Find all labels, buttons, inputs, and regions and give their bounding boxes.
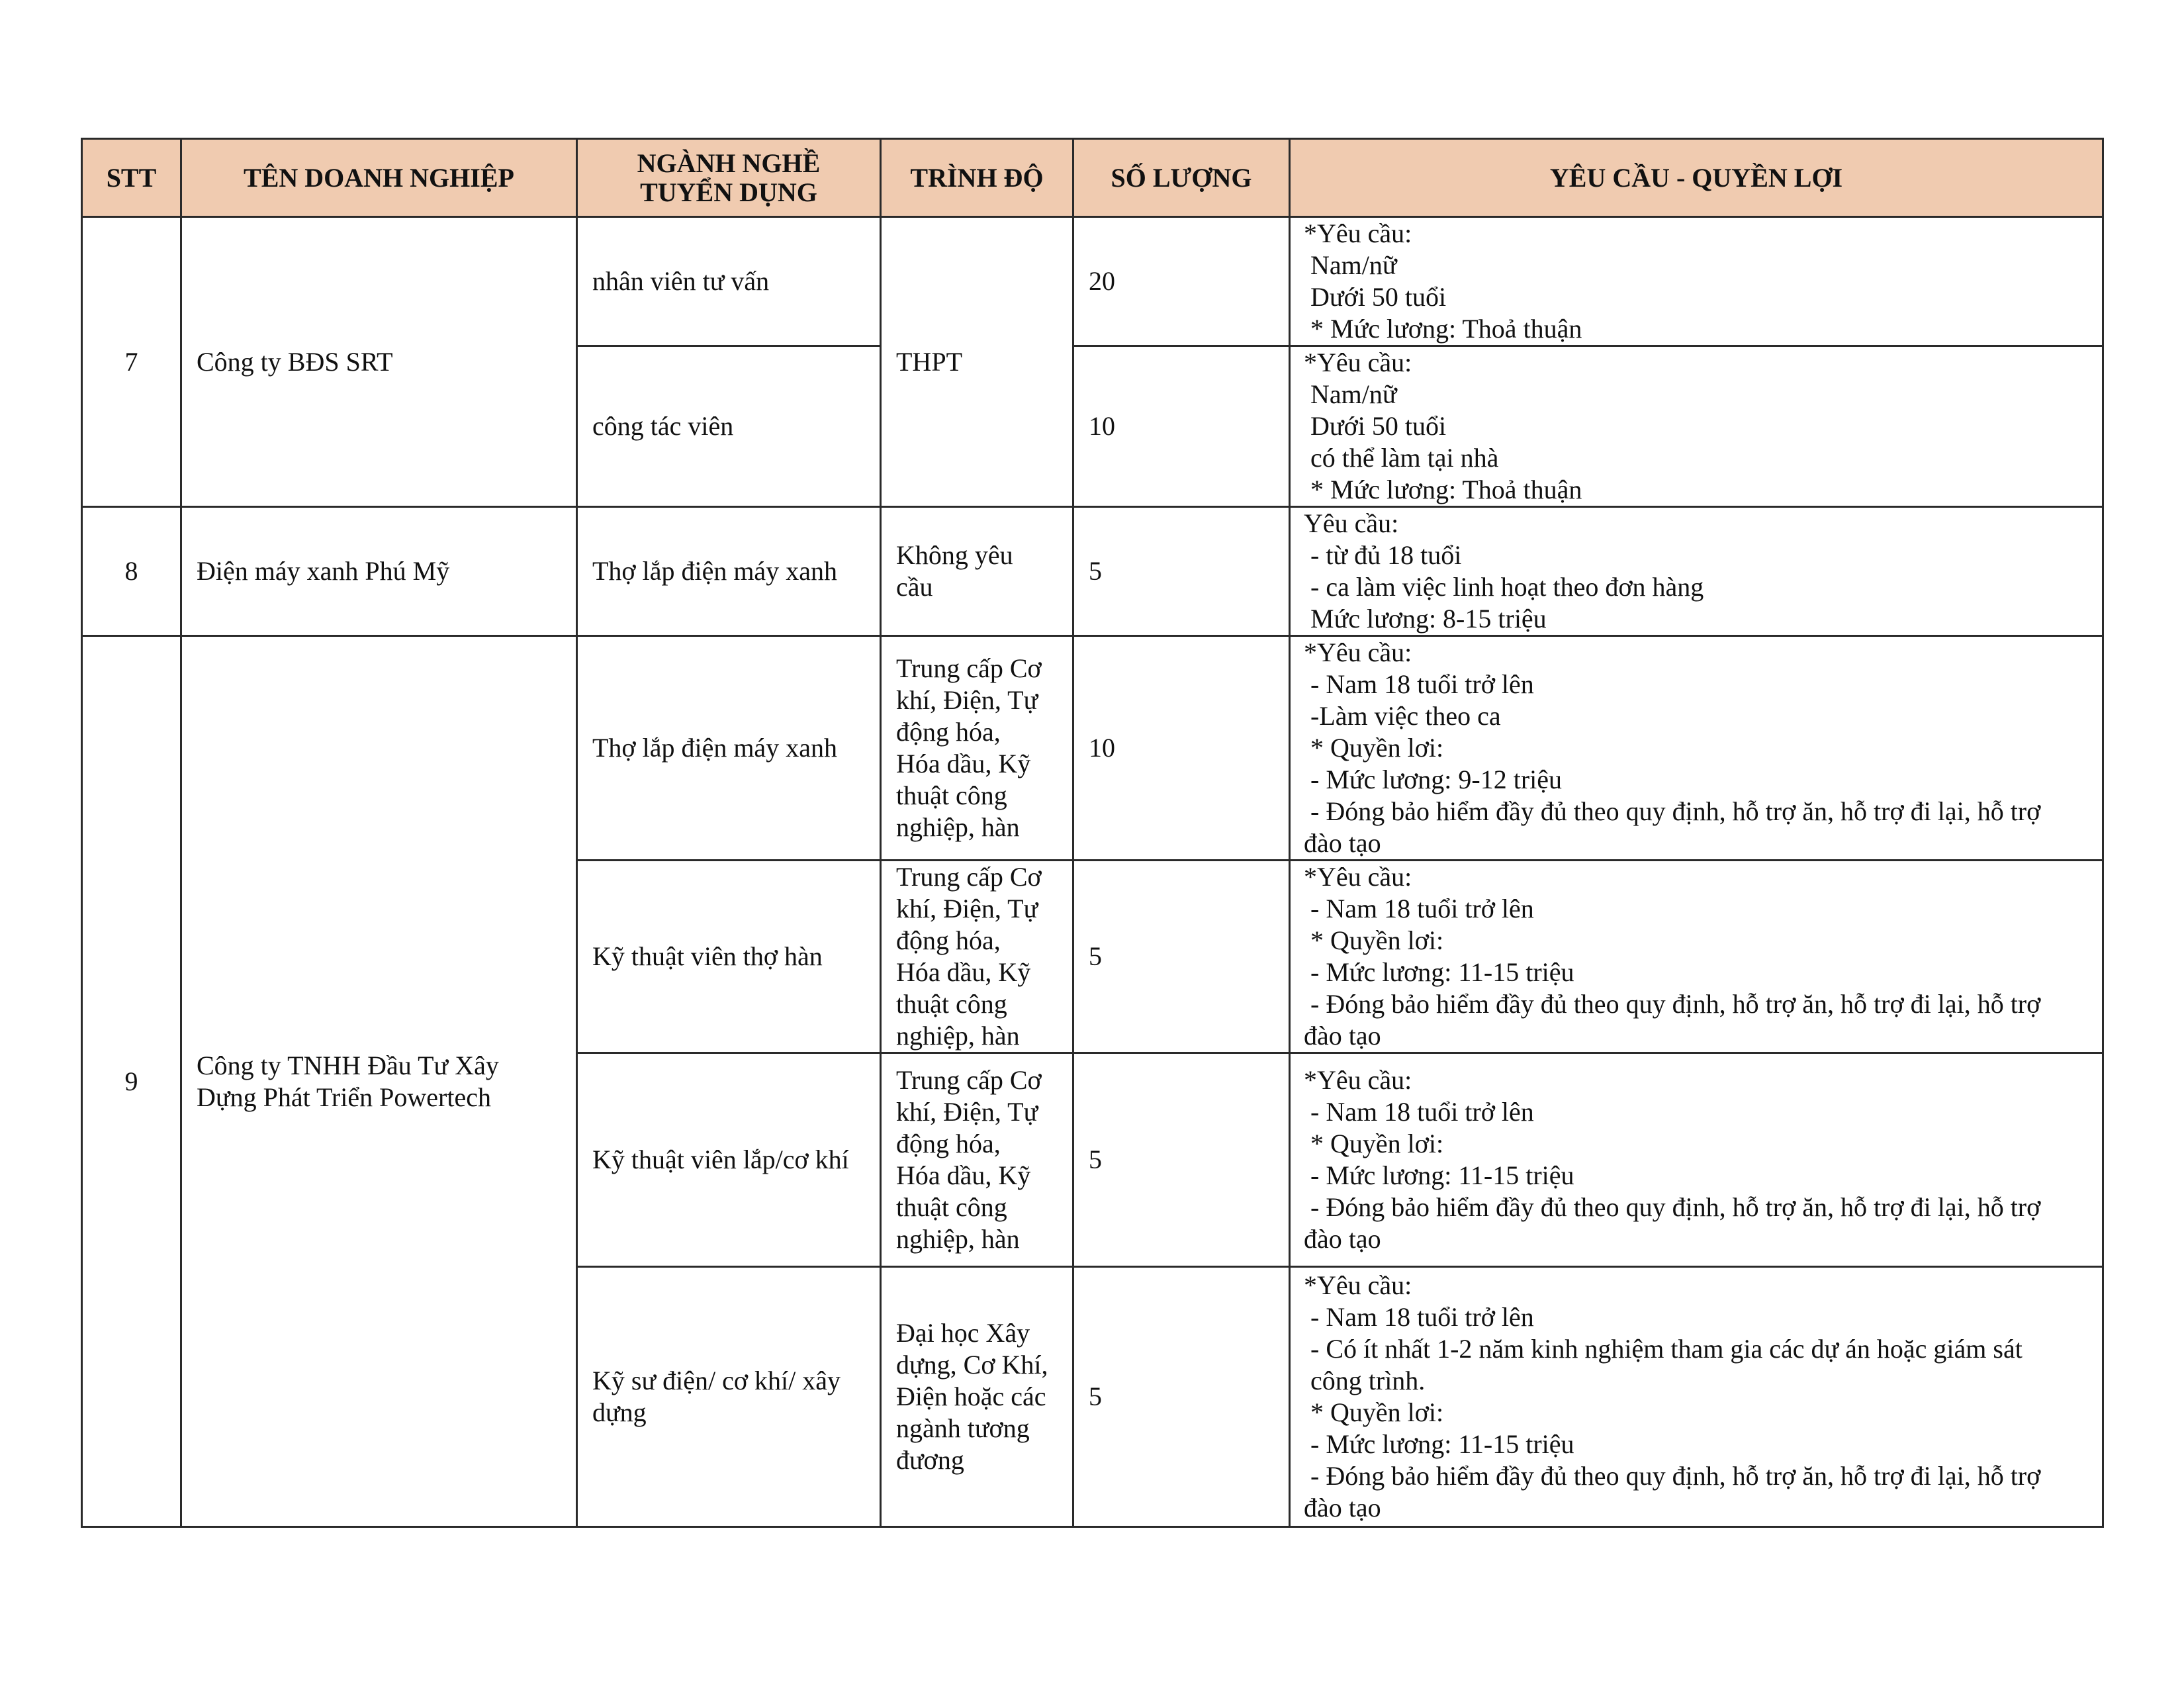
text-line: THPT bbox=[896, 346, 962, 377]
text-line: - ca làm việc linh hoạt theo đơn hàng bbox=[1304, 572, 1704, 602]
text-line: Trung cấp Cơ bbox=[896, 1065, 1042, 1095]
cell-level bbox=[881, 1267, 1073, 1527]
cell-stt: 8 bbox=[82, 507, 181, 636]
text-line: khí, Điện, Tự bbox=[896, 894, 1038, 923]
text-line: - Mức lương: 11-15 triệu bbox=[1304, 1160, 1574, 1190]
text-line: nghiệp, hàn bbox=[896, 1021, 1020, 1051]
text-line: nghiệp, hàn bbox=[896, 1224, 1020, 1254]
text-line: Thợ lắp điện máy xanh bbox=[592, 733, 837, 763]
cell-requirements bbox=[1290, 507, 2103, 636]
text-line: *Yêu cầu: bbox=[1304, 1270, 1412, 1300]
text-line: - Có ít nhất 1-2 năm kinh nghiệm tham gia các dự án hoặc giám sát bbox=[1304, 1334, 2023, 1364]
table-header-row bbox=[82, 139, 2103, 217]
text-line: công tác viên bbox=[592, 411, 734, 441]
text-line: đương bbox=[896, 1445, 964, 1475]
text-line: *Yêu cầu: bbox=[1304, 1065, 1412, 1095]
text-line: * Mức lương: Thoả thuận bbox=[1304, 475, 1582, 504]
text-line: Dựng Phát Triển Powertech bbox=[197, 1082, 491, 1112]
cell-requirements bbox=[1290, 1267, 2103, 1527]
text-line: Hóa dầu, Kỹ bbox=[896, 957, 1031, 987]
text-line: - từ đủ 18 tuổi bbox=[1304, 540, 1462, 570]
cell-company bbox=[181, 636, 577, 1527]
text-line: Nam/nữ bbox=[1304, 379, 1397, 409]
text-line: Kỹ thuật viên lắp/cơ khí bbox=[592, 1145, 849, 1174]
text-line: - Nam 18 tuổi trở lên bbox=[1304, 1097, 1534, 1127]
header-requirements: YÊU CẦU - QUYỀN LỢI bbox=[1290, 139, 2103, 217]
cell-stt: 7 bbox=[82, 217, 181, 507]
header-company: TÊN DOANH NGHIỆP bbox=[181, 139, 577, 217]
cell-level bbox=[881, 636, 1073, 861]
text-line: dựng, Cơ Khí, bbox=[896, 1350, 1048, 1380]
cell-level bbox=[881, 861, 1073, 1053]
cell-requirements bbox=[1290, 346, 2103, 507]
header-stt: STT bbox=[82, 139, 181, 217]
cell-quantity: 10 bbox=[1073, 346, 1290, 507]
cell-job-title bbox=[577, 346, 881, 507]
text-line: -Làm việc theo ca bbox=[1304, 701, 1501, 731]
text-line: *Yêu cầu: bbox=[1304, 637, 1412, 667]
text-line: * Mức lương: Thoả thuận bbox=[1304, 314, 1582, 344]
text-line: Nam/nữ bbox=[1304, 250, 1397, 280]
cell-job-title bbox=[577, 507, 881, 636]
text-line: Không yêu bbox=[896, 540, 1013, 570]
header-level: TRÌNH ĐỘ bbox=[881, 139, 1073, 217]
text-line: - Nam 18 tuổi trở lên bbox=[1304, 1302, 1534, 1332]
header-quantity: SỐ LƯỢNG bbox=[1073, 139, 1290, 217]
text-line: động hóa, bbox=[896, 717, 1001, 747]
table-body bbox=[82, 217, 2103, 1527]
text-line: Yêu cầu: bbox=[1304, 508, 1399, 538]
text-line: khí, Điện, Tự bbox=[896, 685, 1038, 715]
text-line: * Quyền lơi: bbox=[1304, 1129, 1444, 1158]
text-line: đào tạo bbox=[1304, 1224, 1381, 1254]
text-line: - Đóng bảo hiểm đầy đủ theo quy định, hỗ trợ ăn, hỗ trợ đi lại, hỗ trợ bbox=[1304, 989, 2041, 1019]
cell-requirements bbox=[1290, 861, 2103, 1053]
cell-quantity: 5 bbox=[1073, 507, 1290, 636]
text-line: Hóa dầu, Kỹ bbox=[896, 749, 1031, 778]
text-line: động hóa, bbox=[896, 925, 1001, 955]
cell-level bbox=[881, 217, 1073, 507]
text-line: *Yêu cầu: bbox=[1304, 218, 1412, 248]
text-line: - Nam 18 tuổi trở lên bbox=[1304, 894, 1534, 923]
text-line: Công ty TNHH Đầu Tư Xây bbox=[197, 1050, 499, 1080]
text-line: - Đóng bảo hiểm đầy đủ theo quy định, hỗ trợ ăn, hỗ trợ đi lại, hỗ trợ bbox=[1304, 1461, 2041, 1491]
text-line: Mức lương: 8-15 triệu bbox=[1304, 604, 1547, 633]
text-line: thuật công bbox=[896, 1192, 1007, 1222]
text-line: - Mức lương: 11-15 triệu bbox=[1304, 957, 1574, 987]
text-line: - Đóng bảo hiểm đầy đủ theo quy định, hỗ trợ ăn, hỗ trợ đi lại, hỗ trợ bbox=[1304, 796, 2041, 826]
cell-job-title bbox=[577, 217, 881, 346]
cell-quantity: 5 bbox=[1073, 1267, 1290, 1527]
text-line: đào tạo bbox=[1304, 1493, 1381, 1523]
text-line: - Mức lương: 11-15 triệu bbox=[1304, 1429, 1574, 1459]
text-line: Công ty BĐS SRT bbox=[197, 346, 393, 377]
cell-requirements bbox=[1290, 217, 2103, 346]
header-industry bbox=[577, 139, 881, 217]
text-line: * Quyền lơi: bbox=[1304, 925, 1444, 955]
cell-requirements bbox=[1290, 1053, 2103, 1267]
text-line: dựng bbox=[592, 1397, 647, 1427]
text-line: cầu bbox=[896, 572, 933, 602]
text-line: * Quyền lơi: bbox=[1304, 733, 1444, 763]
cell-quantity: 5 bbox=[1073, 861, 1290, 1053]
text-line: đào tạo bbox=[1304, 828, 1381, 858]
cell-job-title bbox=[577, 636, 881, 861]
text-line: - Đóng bảo hiểm đầy đủ theo quy định, hỗ trợ ăn, hỗ trợ đi lại, hỗ trợ bbox=[1304, 1192, 2041, 1222]
cell-quantity: 5 bbox=[1073, 1053, 1290, 1267]
text-line: Trung cấp Cơ bbox=[896, 862, 1042, 892]
text-line: Dưới 50 tuổi bbox=[1304, 282, 1447, 312]
cell-job-title bbox=[577, 1053, 881, 1267]
text-line: Thợ lắp điện máy xanh bbox=[592, 556, 837, 586]
cell-quantity: 10 bbox=[1073, 636, 1290, 861]
text-line: Kỹ thuật viên thợ hàn bbox=[592, 941, 823, 971]
text-line: nghiệp, hàn bbox=[896, 812, 1020, 842]
cell-level bbox=[881, 507, 1073, 636]
text-line: nhân viên tư vấn bbox=[592, 266, 770, 296]
header-industry-line: NGÀNH NGHỀ bbox=[637, 148, 821, 178]
text-line: khí, Điện, Tự bbox=[896, 1097, 1038, 1127]
text-line: công trình. bbox=[1304, 1366, 1426, 1395]
recruitment-table bbox=[81, 138, 2104, 1528]
text-line: - Mức lương: 9-12 triệu bbox=[1304, 765, 1562, 794]
text-line: Trung cấp Cơ bbox=[896, 653, 1042, 683]
cell-job-title bbox=[577, 1267, 881, 1527]
text-line: Kỹ sư điện/ cơ khí/ xây bbox=[592, 1366, 841, 1395]
text-line: Dưới 50 tuổi bbox=[1304, 411, 1447, 441]
text-line: đào tạo bbox=[1304, 1021, 1381, 1051]
text-line: thuật công bbox=[896, 780, 1007, 810]
table-row bbox=[82, 507, 2103, 636]
table-row bbox=[82, 636, 2103, 861]
text-line: Điện hoặc các bbox=[896, 1382, 1046, 1411]
text-line: - Nam 18 tuổi trở lên bbox=[1304, 669, 1534, 699]
cell-company bbox=[181, 217, 577, 507]
header-industry-line: TUYỂN DỤNG bbox=[640, 177, 817, 207]
cell-company bbox=[181, 507, 577, 636]
cell-job-title bbox=[577, 861, 881, 1053]
cell-level bbox=[881, 1053, 1073, 1267]
cell-quantity: 20 bbox=[1073, 217, 1290, 346]
cell-requirements bbox=[1290, 636, 2103, 861]
text-line: thuật công bbox=[896, 989, 1007, 1019]
text-line: Hóa dầu, Kỹ bbox=[896, 1160, 1031, 1190]
cell-stt: 9 bbox=[82, 636, 181, 1527]
text-line: động hóa, bbox=[896, 1129, 1001, 1158]
text-line: có thể làm tại nhà bbox=[1304, 443, 1499, 473]
text-line: Đại học Xây bbox=[896, 1318, 1030, 1348]
table-row bbox=[82, 217, 2103, 346]
text-line: *Yêu cầu: bbox=[1304, 348, 1412, 377]
text-line: Điện máy xanh Phú Mỹ bbox=[197, 556, 450, 586]
text-line: ngành tương bbox=[896, 1413, 1030, 1443]
text-line: * Quyền lơi: bbox=[1304, 1397, 1444, 1427]
text-line: *Yêu cầu: bbox=[1304, 862, 1412, 892]
